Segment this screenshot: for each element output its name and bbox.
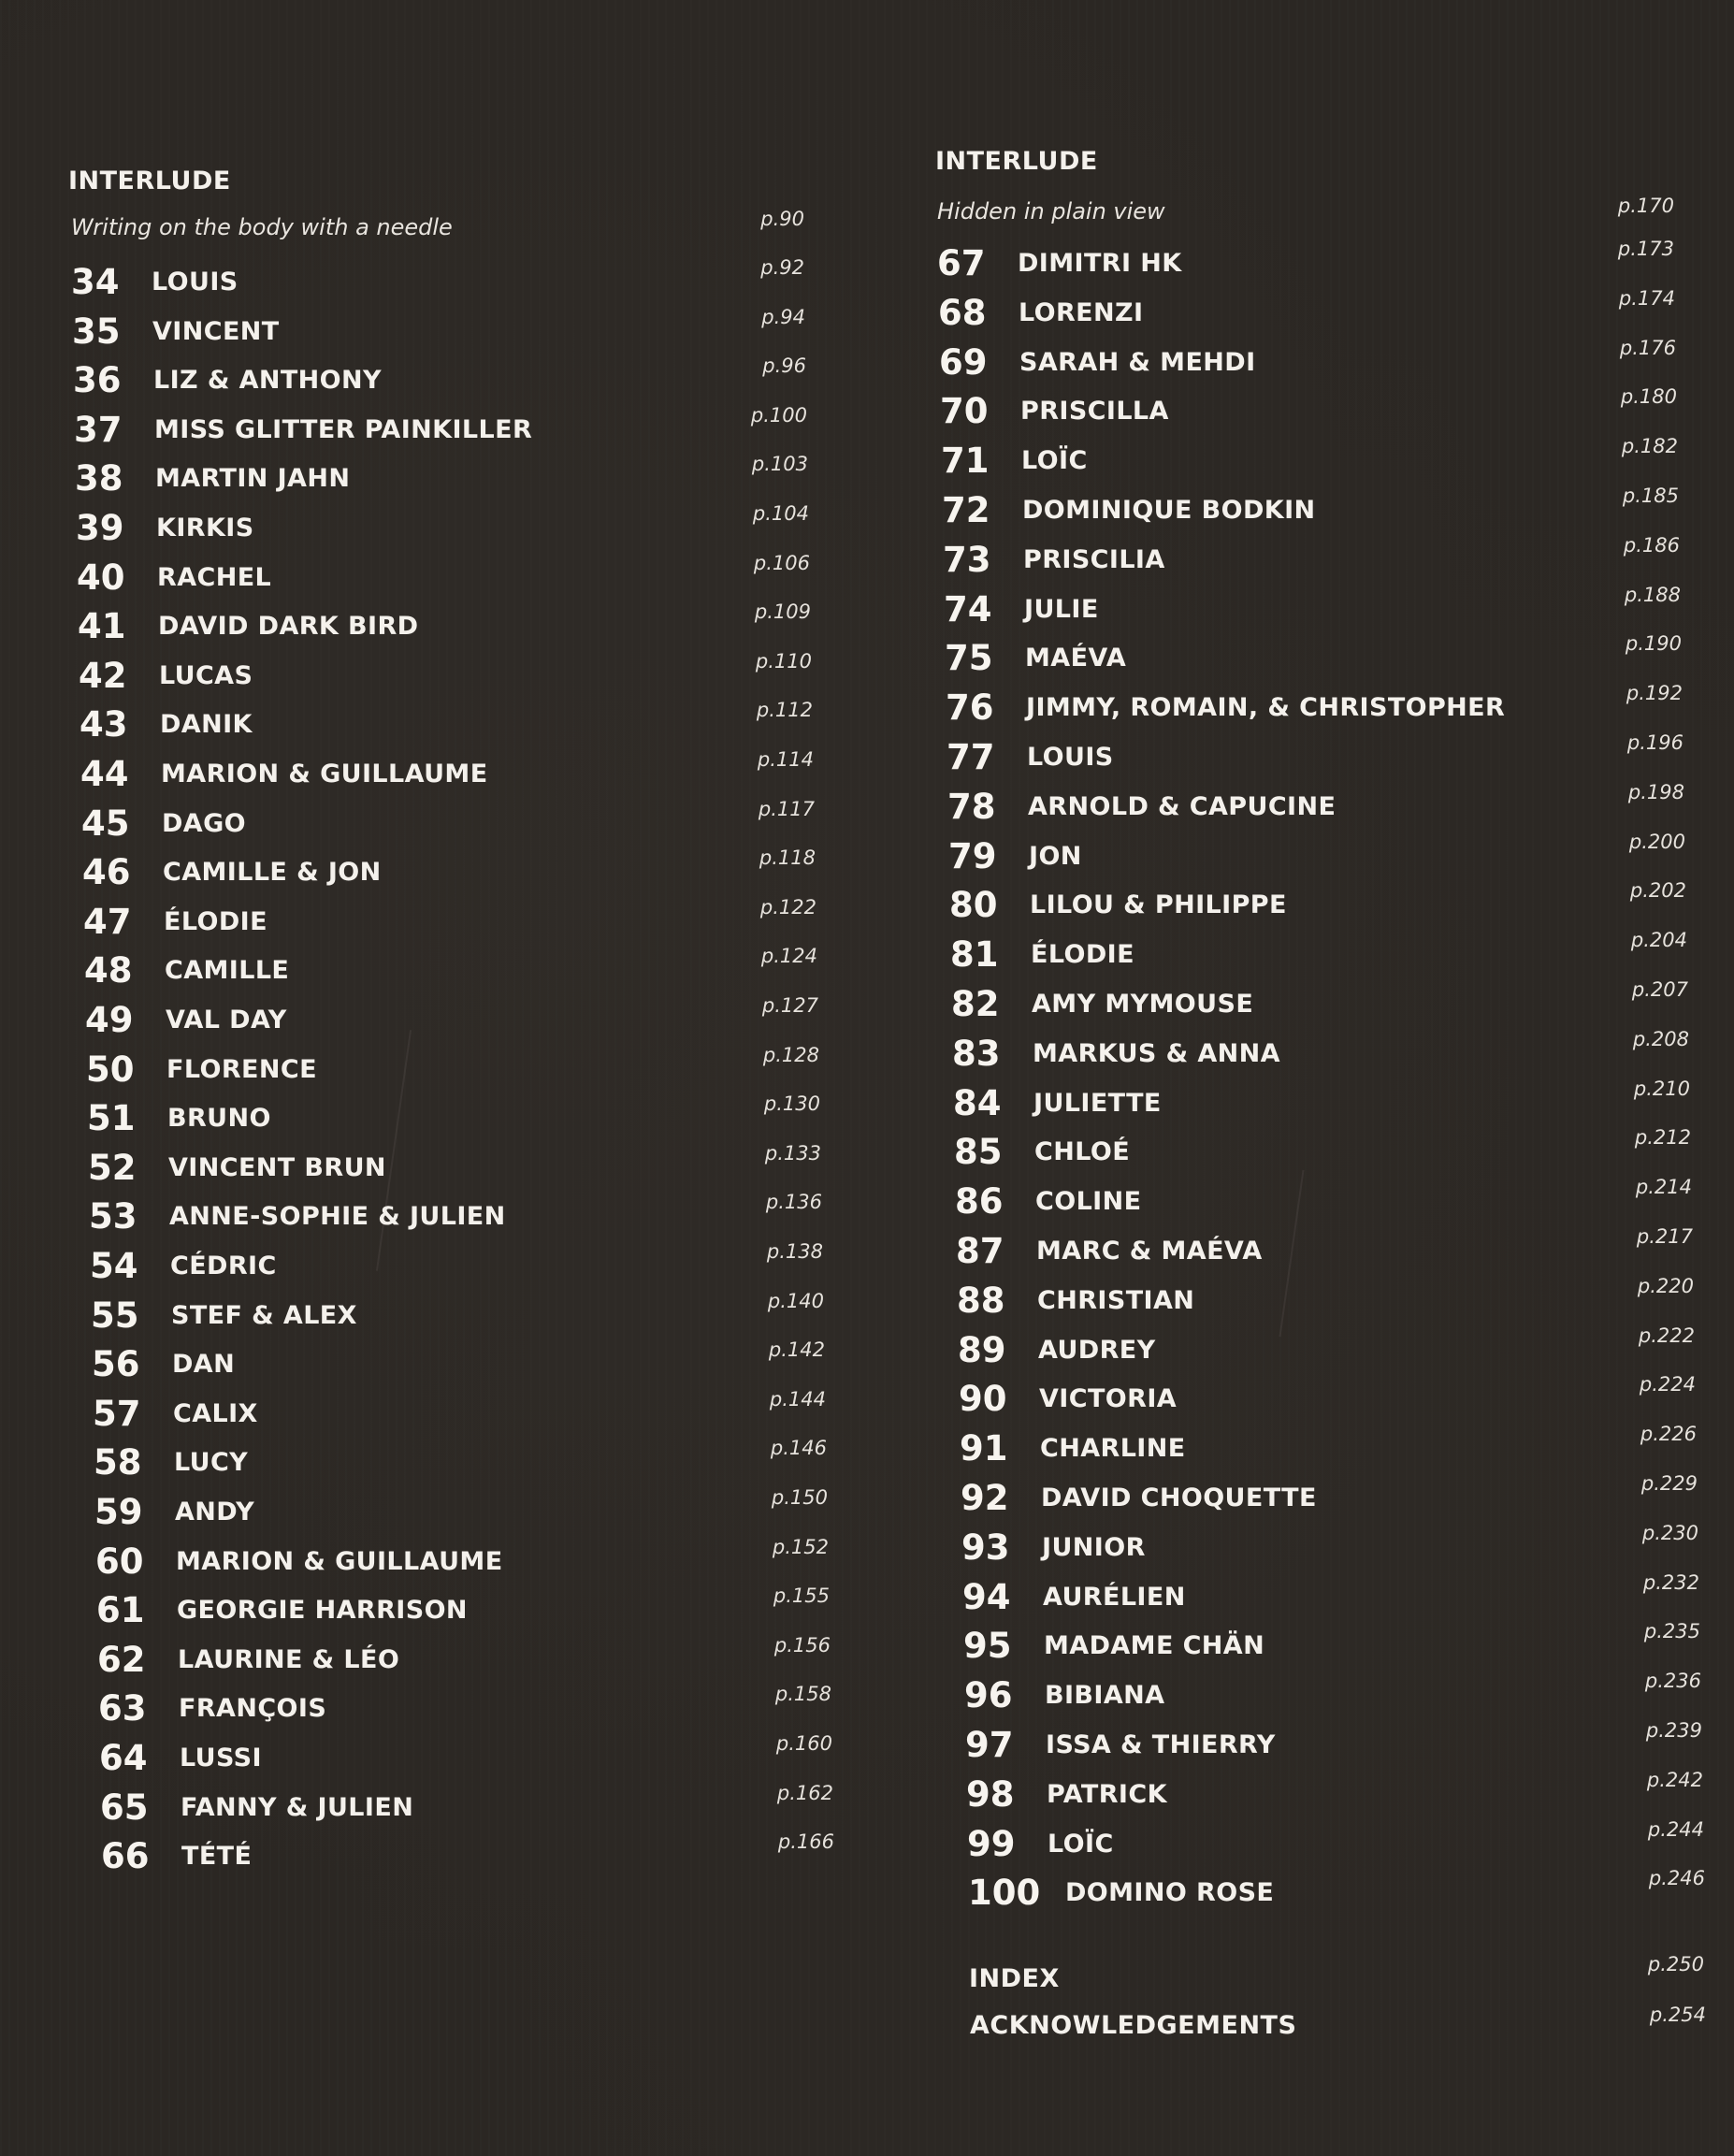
entry-name: MISS GLITTER PAINKILLER — [154, 414, 533, 444]
entry-page-number: p.200 — [1628, 830, 1685, 853]
entry-number: 74 — [944, 588, 992, 629]
entry-page-number: p.244 — [1647, 1817, 1704, 1841]
entry-page-number: p.103 — [751, 453, 808, 476]
left-interlude-page: p.90 — [760, 208, 804, 230]
entry-number: 39 — [76, 508, 124, 548]
entry-name: LOUIS — [1027, 743, 1114, 772]
entry-name: VICTORIA — [1039, 1384, 1178, 1414]
entry-page-number: p.156 — [773, 1633, 831, 1657]
right-interlude-page: p.170 — [1617, 195, 1674, 217]
entry-page-number: p.150 — [771, 1486, 828, 1509]
entry-name: MARION & GUILLAUME — [176, 1546, 503, 1576]
entry-name: DAVID CHOQUETTE — [1041, 1483, 1317, 1512]
entry-number: 76 — [946, 687, 994, 729]
entry-number: 85 — [954, 1132, 1003, 1173]
entry-number: 81 — [950, 934, 999, 976]
entry-number: 99 — [967, 1823, 1016, 1864]
entry-number: 55 — [91, 1295, 139, 1336]
entry-number: 83 — [952, 1033, 1001, 1074]
entry-name: VINCENT BRUN — [168, 1152, 386, 1182]
entry-page-number: p.236 — [1644, 1670, 1701, 1693]
entry-name: CALIX — [173, 1398, 258, 1428]
entry-name: LIZ & ANTHONY — [153, 366, 382, 396]
entry-name: FLORENCE — [166, 1054, 317, 1084]
entry-name: MARTIN JAHN — [155, 464, 351, 494]
entry-name: DOMINO ROSE — [1065, 1878, 1275, 1908]
entry-number: 86 — [955, 1181, 1004, 1223]
entry-name: AURÉLIEN — [1043, 1582, 1186, 1612]
entry-name: AUDREY — [1038, 1335, 1156, 1365]
entry-name: AMY MYMOUSE — [1032, 990, 1254, 1019]
entry-page-number: p.118 — [759, 846, 816, 870]
entry-name: ÉLODIE — [164, 906, 267, 936]
entry-name: MARKUS & ANNA — [1033, 1038, 1280, 1068]
entry-number: 47 — [83, 901, 132, 942]
entry-name: GEORGIE HARRISON — [177, 1596, 468, 1626]
entry-number: 41 — [78, 606, 126, 647]
entry-name: FRANÇOIS — [179, 1694, 327, 1724]
entry-name: JUNIOR — [1042, 1532, 1146, 1562]
entry-number: 56 — [92, 1344, 140, 1385]
entry-number: 91 — [960, 1428, 1008, 1469]
entry-number: 49 — [85, 1000, 134, 1040]
entry-number: 89 — [958, 1329, 1006, 1370]
right-interlude-subtitle[interactable]: Hidden in plain view — [937, 198, 1165, 224]
entry-name: STEF & ALEX — [171, 1300, 357, 1330]
entry-number: 82 — [951, 984, 1000, 1024]
entry-number: 34 — [71, 262, 120, 302]
entry-number: 52 — [88, 1147, 137, 1188]
entry-number: 63 — [98, 1688, 147, 1729]
entry-name: BIBIANA — [1045, 1681, 1165, 1711]
entry-name: DAGO — [162, 808, 247, 838]
acknowledgements-link[interactable]: ACKNOWLEDGEMENTS — [970, 2011, 1297, 2040]
entry-name: LUSSI — [180, 1744, 262, 1773]
entry-page-number: p.214 — [1635, 1176, 1692, 1199]
entry-number: 44 — [80, 754, 129, 794]
entry-page-number: p.192 — [1626, 682, 1683, 705]
index-page: p.250 — [1647, 1953, 1704, 1975]
entry-page-number: p.173 — [1617, 238, 1674, 260]
entry-page-number: p.212 — [1634, 1126, 1691, 1150]
entry-page-number: p.127 — [761, 994, 818, 1017]
entry-name: JON — [1029, 841, 1082, 871]
entry-name: LUCY — [174, 1448, 249, 1478]
right-interlude-heading: INTERLUDE — [935, 147, 1098, 176]
entry-page-number: p.226 — [1640, 1423, 1697, 1446]
entry-page-number: p.198 — [1627, 780, 1684, 803]
entry-name: CHLOÉ — [1034, 1137, 1131, 1167]
entry-name: CÉDRIC — [170, 1252, 277, 1281]
entry-page-number: p.122 — [759, 895, 816, 919]
entry-page-number: p.162 — [776, 1781, 833, 1804]
entry-page-number: p.176 — [1619, 336, 1676, 359]
entry-name: FANNY & JULIEN — [181, 1792, 414, 1822]
left-interlude-heading: INTERLUDE — [68, 166, 231, 195]
entry-name: RACHEL — [157, 562, 272, 592]
entry-number: 64 — [99, 1738, 148, 1778]
entry-page-number: p.246 — [1648, 1867, 1705, 1890]
entry-page-number: p.222 — [1638, 1324, 1695, 1347]
entry-number: 93 — [961, 1527, 1010, 1568]
entry-name: JULIETTE — [1033, 1088, 1162, 1118]
entry-page-number: p.166 — [777, 1830, 834, 1854]
entry-page-number: p.207 — [1631, 978, 1688, 1001]
entry-number: 38 — [75, 458, 123, 499]
entry-number: 51 — [87, 1098, 136, 1139]
entry-number: 35 — [72, 311, 121, 352]
entry-number: 67 — [937, 243, 986, 283]
entry-name: DANIK — [160, 710, 253, 740]
entry-page-number: p.124 — [760, 945, 817, 968]
entry-number: 79 — [948, 835, 997, 876]
entry-number: 80 — [949, 885, 998, 926]
entry-number: 36 — [73, 360, 122, 401]
entry-page-number: p.109 — [754, 600, 811, 624]
entry-number: 65 — [100, 1787, 149, 1828]
entry-page-number: p.239 — [1645, 1719, 1702, 1742]
entry-page-number: p.232 — [1642, 1570, 1699, 1594]
entry-page-number: p.96 — [762, 355, 806, 378]
entry-number: 58 — [94, 1442, 142, 1483]
entry-page-number: p.235 — [1643, 1620, 1700, 1643]
entry-page-number: p.114 — [757, 748, 814, 771]
entry-number: 70 — [940, 391, 989, 432]
entry-page-number: p.160 — [775, 1732, 832, 1755]
entry-name: KIRKIS — [156, 514, 254, 543]
entry-page-number: p.146 — [770, 1437, 827, 1460]
entry-name: TÉTÉ — [181, 1842, 253, 1872]
entry-name: LAURINE & LÉO — [178, 1644, 400, 1674]
entry-page-number: p.106 — [753, 551, 810, 574]
entry-number: 77 — [946, 737, 995, 777]
entry-name: MARC & MAÉVA — [1036, 1237, 1263, 1266]
entry-page-number: p.210 — [1633, 1077, 1690, 1100]
entry-name: DAVID DARK BIRD — [158, 612, 419, 642]
entry-name: LUCAS — [159, 660, 253, 690]
entry-number: 50 — [86, 1049, 135, 1090]
entry-page-number: p.186 — [1623, 533, 1680, 557]
entry-page-number: p.180 — [1620, 385, 1677, 409]
entry-name: CAMILLE & JON — [163, 858, 382, 888]
entry-page-number: p.140 — [767, 1289, 824, 1312]
entry-page-number: p.224 — [1639, 1373, 1696, 1396]
entry-name: CHRISTIAN — [1037, 1285, 1195, 1315]
entry-page-number: p.217 — [1636, 1225, 1693, 1248]
entry-number: 68 — [938, 292, 987, 333]
entry-page-number: p.128 — [762, 1043, 819, 1066]
entry-name: LOÏC — [1048, 1829, 1114, 1859]
entry-number: 61 — [96, 1590, 145, 1631]
entry-name: CHARLINE — [1040, 1434, 1186, 1464]
entry-number: 45 — [81, 803, 130, 844]
entry-number: 40 — [77, 557, 125, 598]
entry-page-number: p.152 — [772, 1535, 829, 1558]
entry-page-number: p.110 — [755, 649, 812, 673]
entry-name: ANNE-SOPHIE & JULIEN — [169, 1202, 506, 1232]
entry-page-number: p.117 — [758, 797, 815, 820]
entry-number: 54 — [90, 1246, 138, 1286]
entry-page-number: p.230 — [1641, 1521, 1698, 1544]
entry-number: 94 — [962, 1576, 1011, 1617]
entry-name: COLINE — [1035, 1187, 1142, 1217]
entry-number: 72 — [942, 490, 990, 530]
entry-page-number: p.136 — [765, 1191, 822, 1214]
entry-number: 95 — [963, 1626, 1012, 1667]
entry-page-number: p.202 — [1629, 879, 1686, 903]
left-interlude-subtitle[interactable]: Writing on the body with a needle — [71, 214, 453, 240]
entry-number: 62 — [97, 1639, 146, 1680]
entry-number: 75 — [945, 638, 993, 679]
entry-page-number: p.138 — [766, 1240, 823, 1263]
entry-number: 87 — [956, 1231, 1004, 1271]
entry-name: LORENZI — [1019, 297, 1144, 327]
entry-page-number: p.220 — [1637, 1274, 1694, 1297]
entry-number: 100 — [968, 1873, 1041, 1914]
entry-number: 59 — [94, 1492, 143, 1532]
entry-name: ISSA & THIERRY — [1046, 1730, 1276, 1759]
entry-name: MARION & GUILLAUME — [161, 760, 488, 789]
entry-name: ÉLODIE — [1031, 940, 1134, 970]
entry-name: LOUIS — [152, 268, 238, 297]
entry-name: SARAH & MEHDI — [1019, 347, 1256, 377]
entry-page-number: p.104 — [752, 502, 809, 525]
entry-number: 43 — [79, 704, 128, 745]
entry-number: 53 — [89, 1196, 137, 1237]
entry-name: JULIE — [1024, 594, 1099, 624]
entry-number: 71 — [941, 441, 990, 482]
entry-page-number: p.92 — [760, 256, 804, 279]
entry-page-number: p.204 — [1630, 929, 1687, 952]
entry-name: PRISCILLA — [1020, 397, 1169, 427]
entry-name: VAL DAY — [166, 1006, 287, 1035]
entry-page-number: p.242 — [1646, 1768, 1703, 1791]
entry-page-number: p.155 — [773, 1584, 830, 1608]
entry-name: JIMMY, ROMAIN, & CHRISTOPHER — [1026, 693, 1506, 723]
entry-page-number: p.174 — [1618, 286, 1675, 310]
entry-name: MAÉVA — [1025, 644, 1127, 673]
index-link[interactable]: INDEX — [969, 1964, 1060, 1993]
entry-number: 88 — [957, 1280, 1005, 1321]
entry-name: CAMILLE — [165, 956, 290, 986]
entry-name: ANDY — [175, 1498, 255, 1527]
entry-page-number: p.133 — [764, 1141, 821, 1165]
entry-page-number: p.196 — [1626, 731, 1683, 754]
entry-name: VINCENT — [152, 316, 280, 346]
entry-name: DOMINIQUE BODKIN — [1022, 496, 1316, 525]
entry-number: 84 — [953, 1082, 1002, 1123]
entry-number: 57 — [93, 1393, 141, 1434]
entry-page-number: p.130 — [763, 1092, 820, 1116]
entry-number: 78 — [947, 786, 996, 827]
entry-name: DIMITRI HK — [1018, 249, 1182, 278]
entry-page-number: p.142 — [768, 1338, 825, 1362]
entry-name: LILOU & PHILIPPE — [1030, 890, 1287, 920]
entry-name: PRISCILIA — [1023, 544, 1165, 574]
acknowledgements-page: p.254 — [1649, 2004, 1706, 2026]
entry-number: 66 — [101, 1836, 150, 1877]
entry-number: 73 — [943, 539, 991, 580]
entry-page-number: p.182 — [1621, 435, 1678, 458]
entry-number: 60 — [95, 1541, 144, 1582]
entry-name: LOÏC — [1021, 446, 1088, 476]
entry-number: 42 — [79, 655, 127, 696]
entry-number: 98 — [966, 1773, 1015, 1815]
entry-page-number: p.190 — [1625, 632, 1682, 656]
entry-number: 90 — [959, 1379, 1007, 1420]
entry-name: ARNOLD & CAPUCINE — [1028, 791, 1337, 821]
entry-page-number: p.188 — [1624, 583, 1681, 606]
entry-name: PATRICK — [1047, 1779, 1167, 1809]
entry-number: 69 — [939, 341, 988, 383]
entry-name: DAN — [172, 1350, 236, 1380]
entry-page-number: p.144 — [769, 1387, 826, 1411]
entry-page-number: p.208 — [1632, 1027, 1689, 1050]
entry-page-number: p.158 — [774, 1683, 831, 1706]
entry-number: 46 — [82, 852, 131, 893]
entry-name: BRUNO — [167, 1104, 271, 1134]
entry-page-number: p.185 — [1622, 485, 1679, 507]
entry-number: 92 — [961, 1478, 1009, 1518]
entry-page-number: p.100 — [750, 403, 807, 427]
entry-number: 48 — [84, 950, 133, 991]
entry-number: 96 — [964, 1675, 1013, 1716]
entry-number: 37 — [74, 409, 123, 450]
entry-page-number: p.229 — [1640, 1472, 1698, 1495]
entry-page-number: p.112 — [756, 699, 813, 722]
entry-number: 97 — [965, 1725, 1014, 1765]
entry-name: MADAME CHÄN — [1044, 1631, 1265, 1661]
entry-page-number: p.94 — [761, 305, 805, 328]
